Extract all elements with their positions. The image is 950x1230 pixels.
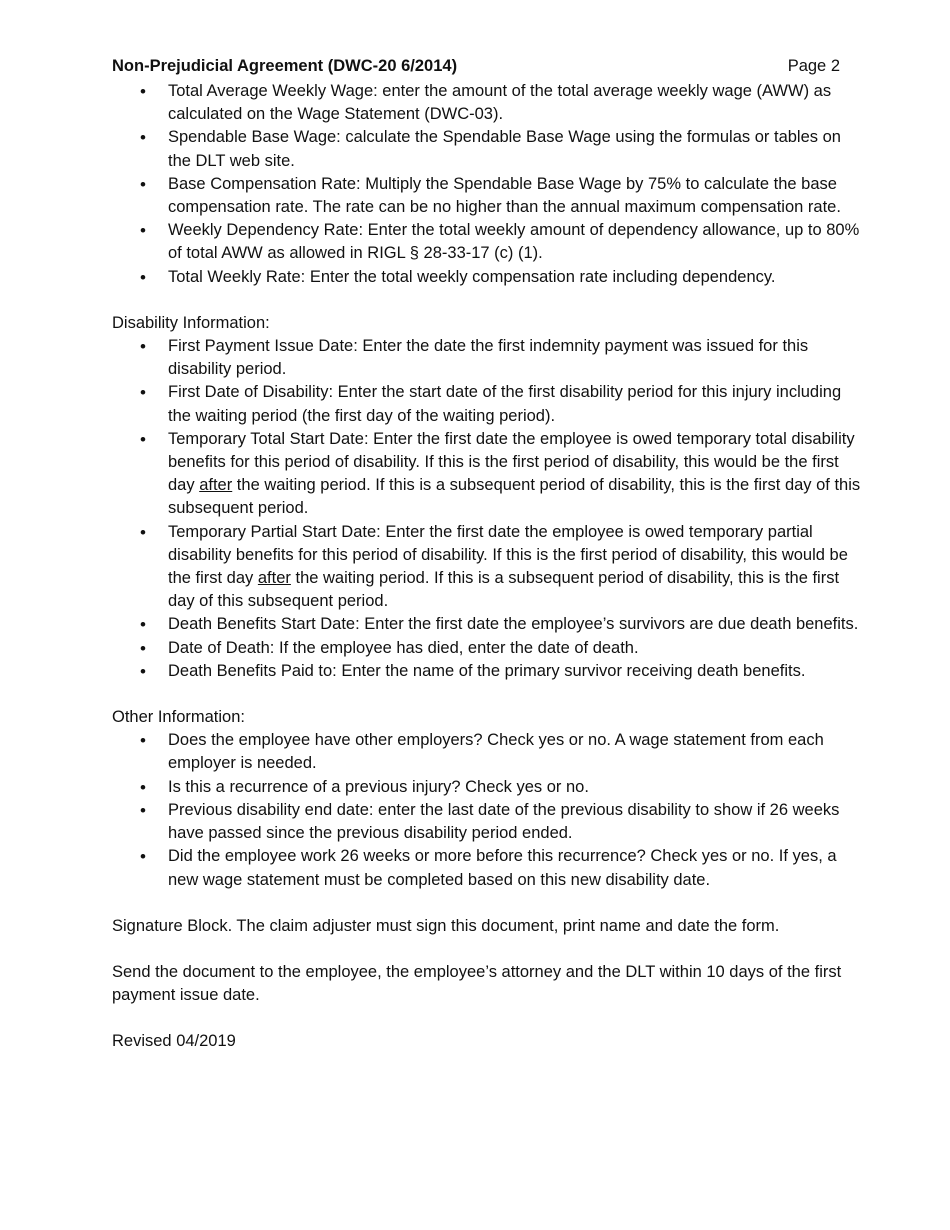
list-item: • Total Weekly Rate: Enter the total weekly compensation rate including dependency.	[112, 266, 867, 289]
list-item: • Total Average Weekly Wage: enter the amount of the total average weekly wage (AWW) as calculated on the Wage Statement (DWC-03).	[112, 80, 867, 126]
list-item: • First Payment Issue Date: Enter the date the first indemnity payment was issued for this disability period.	[112, 335, 867, 381]
list-item: • Death Benefits Paid to: Enter the name of the primary survivor receiving death benefits.	[112, 660, 867, 683]
item-text: Temporary Partial Start Date: Enter the first date the employee is owed temporary partial disability benefits for this period of disability. If this is the first period of disability, this would be the first day	[168, 522, 848, 588]
item-text: the waiting period. If this is a subsequent period of disability, this is the first day of this subsequent period.	[168, 476, 861, 518]
disability-heading: Disability Information:	[112, 313, 270, 332]
list-item: • Does the employee have other employers? Check yes or no. A wage statement from each employer is needed.	[112, 729, 867, 775]
revised-date: Revised 04/2019	[112, 1032, 236, 1051]
list-item: • First Date of Disability: Enter the start date of the first disability period for this injury including the waiting period (the first day of the waiting period).	[112, 381, 867, 427]
list-item: • Weekly Dependency Rate: Enter the total weekly amount of dependency allowance, up to 80% of total AWW as allowed in RIGL § 28-33-17 (c) (1).	[112, 219, 867, 265]
item-text: Temporary Total Start Date: Enter the first date the employee is owed temporary total disability benefits for this period of disability. If this is the first period of disability, this would be the first day	[168, 429, 855, 495]
other-list	[112, 729, 867, 891]
page-header	[112, 55, 840, 80]
send-instructions: Send the document to the employee, the employee’s attorney and the DLT within 10 days of the first payment issue date.	[112, 962, 842, 1005]
list-item: • Date of Death: If the employee has died, enter the date of death.	[112, 637, 867, 660]
list-item: • Is this a recurrence of a previous injury? Check yes or no.	[112, 776, 867, 799]
list-item: • Spendable Base Wage: calculate the Spendable Base Wage using the formulas or tables on the DLT web site.	[112, 126, 867, 172]
list-item: • Death Benefits Start Date: Enter the first date the employee’s survivors are due death benefits.	[112, 613, 867, 636]
underlined-word: after	[199, 476, 233, 495]
item-text: the waiting period. If this is a subsequent period of disability, this is the first day of this subsequent period.	[168, 569, 840, 611]
list-item: • Did the employee work 26 weeks or more before this recurrence? Check yes or no. If yes, a new wage statement must be completed based on this new disability date.	[112, 845, 867, 891]
signature-block-text: Signature Block. The claim adjuster must sign this document, print name and date the form.	[112, 916, 780, 935]
list-item	[112, 428, 867, 521]
list-item	[112, 521, 867, 614]
document-title: Non-Prejudicial Agreement (DWC-20 6/2014)	[112, 57, 458, 75]
document-page	[112, 55, 867, 1054]
disability-list	[112, 335, 867, 683]
list-item: • Base Compensation Rate: Multiply the Spendable Base Wage by 75% to calculate the base compensation rate. The rate can be no higher than the annual maximum compensation rate.	[112, 173, 867, 219]
wage-list	[112, 80, 867, 289]
other-heading: Other Information:	[112, 708, 245, 727]
underlined-word: after	[257, 569, 291, 588]
list-item: • Previous disability end date: enter the last date of the previous disability to show if 26 weeks have passed since the previous disability period ended.	[112, 799, 867, 845]
page-number: Page 2	[787, 57, 840, 75]
